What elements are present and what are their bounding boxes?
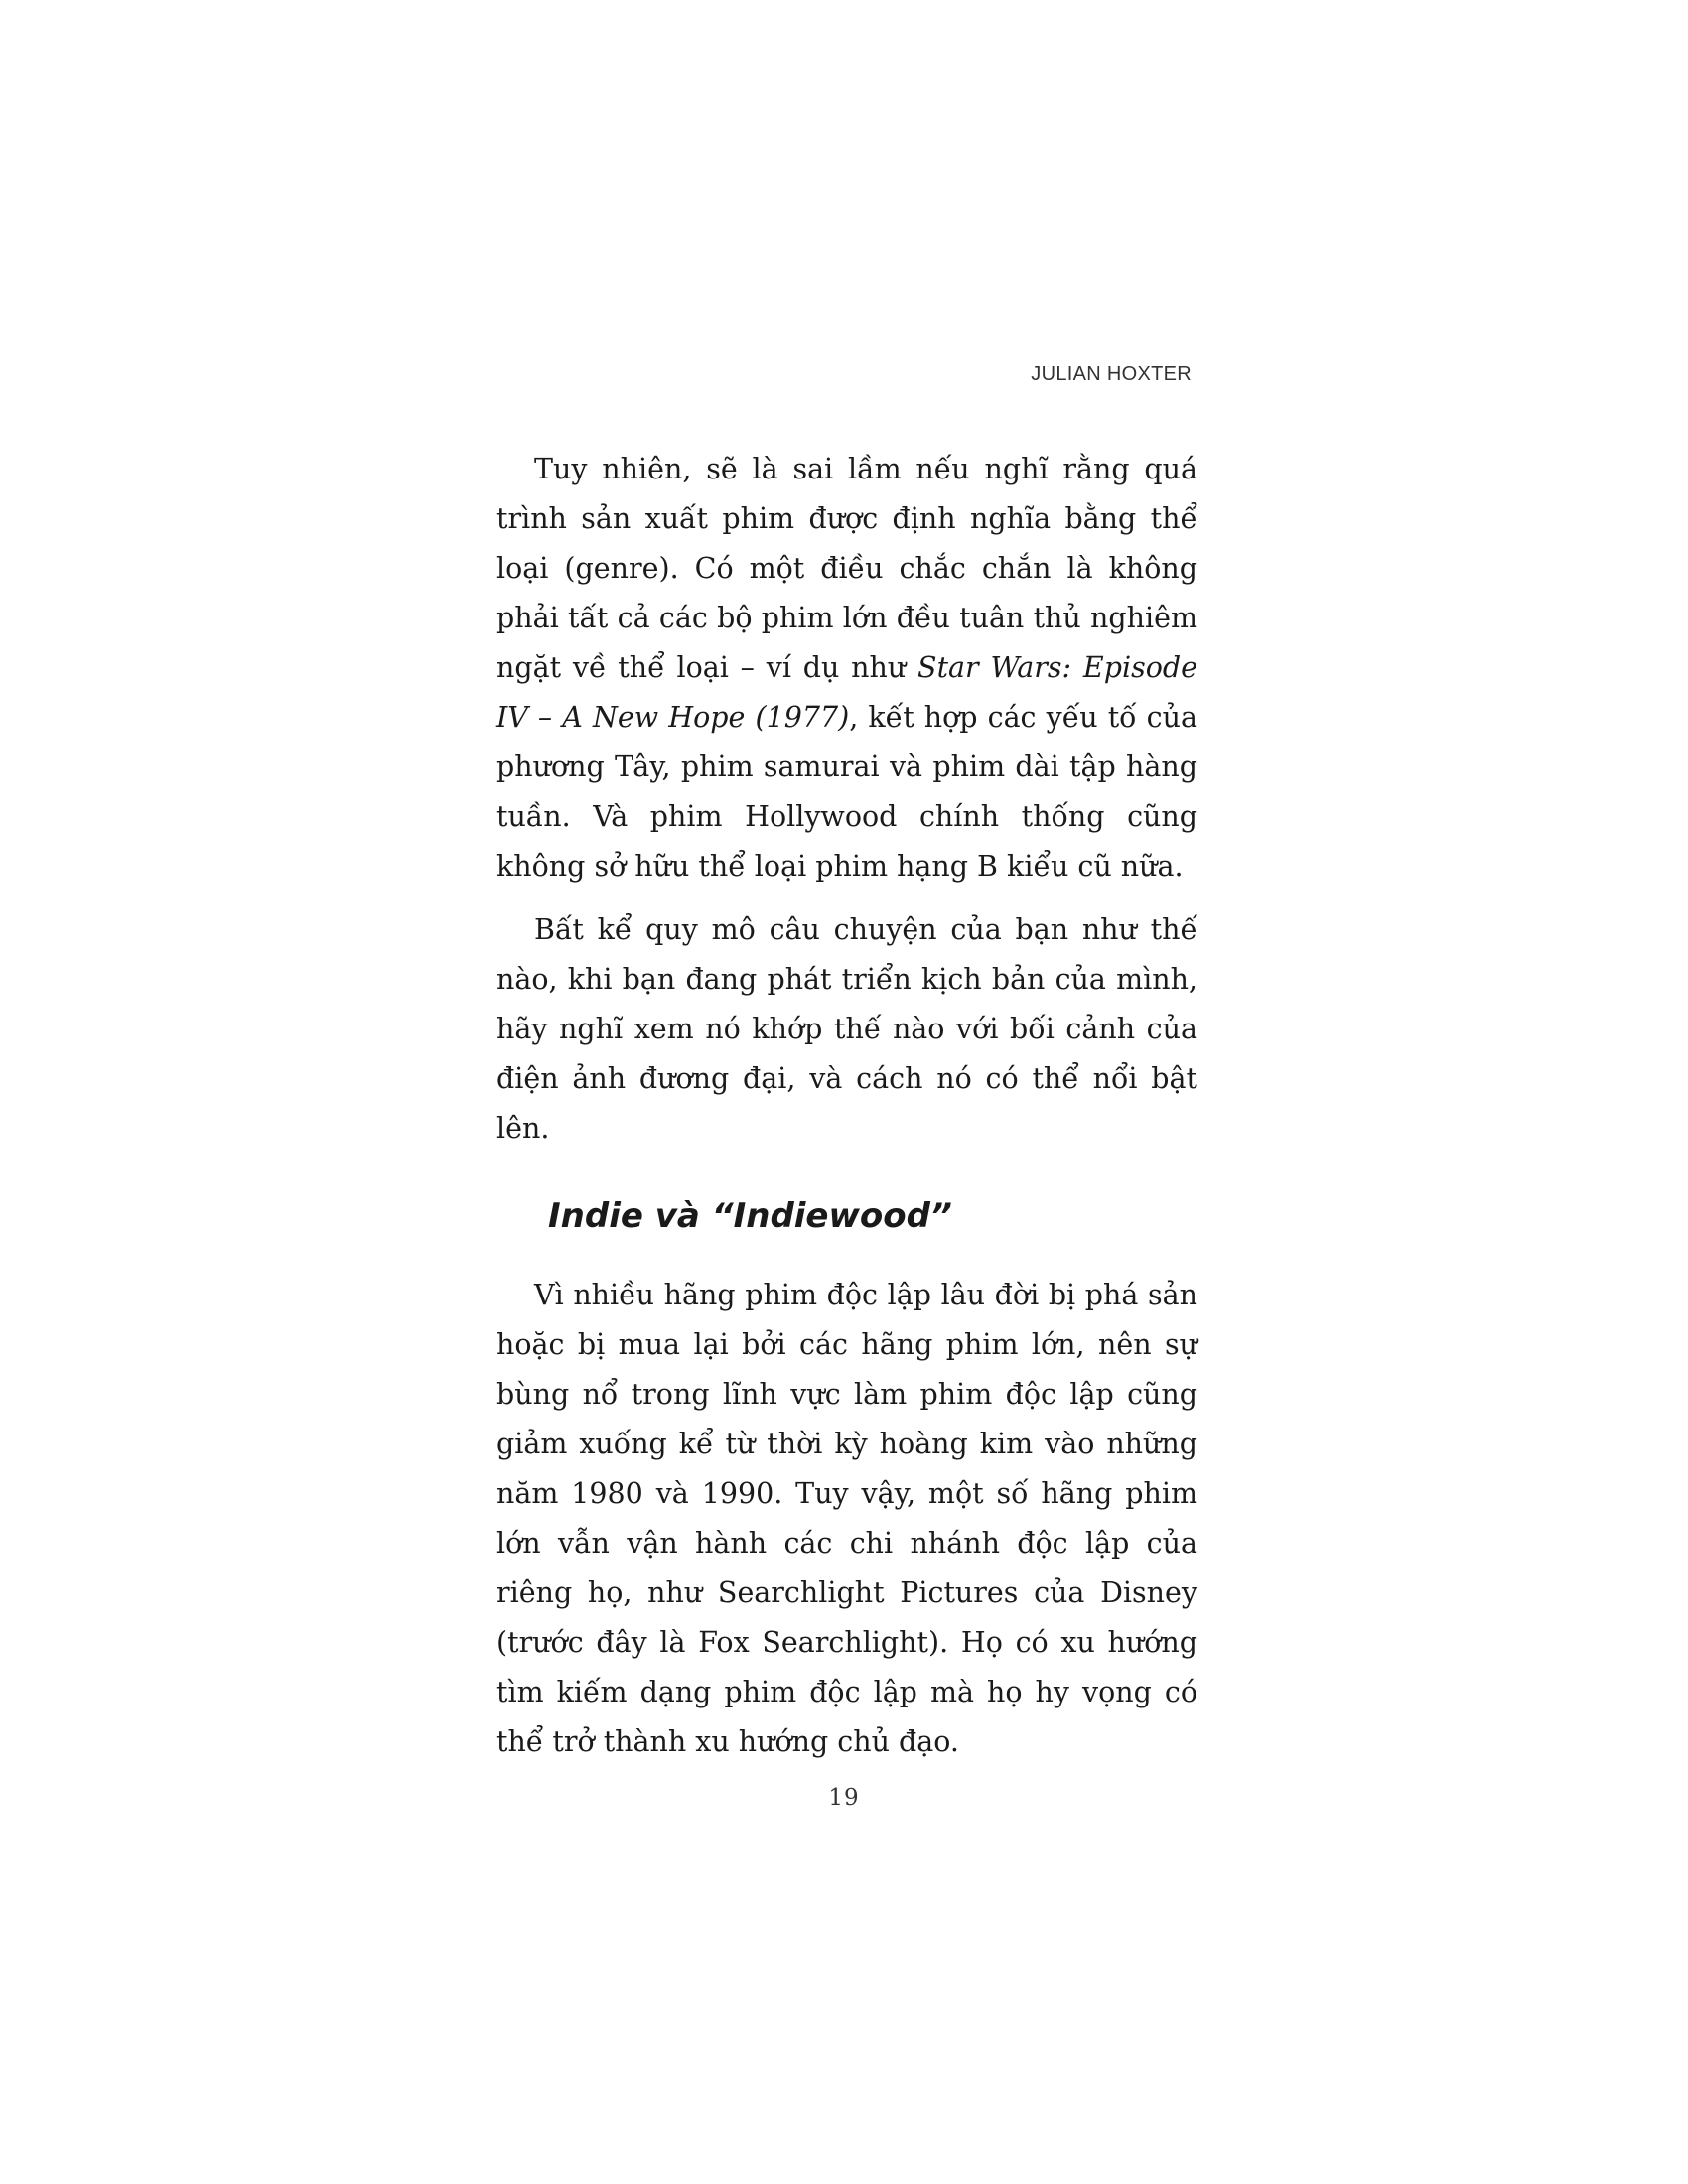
paragraph-2: Bất kể quy mô câu chuyện của bạn như thế nào, khi bạn đang phát triển kịch bản của mình, hãy nghĩ xem nó khớp thế nào với bối cảnh của điện ảnh đương đại, và cách nó có thể nổi bật lên. xyxy=(496,913,1197,1145)
paragraph-1-text-start: Tuy nhiên, sẽ là sai lầm nếu nghĩ rằng quá trình sản xuất phim được định nghĩa bằng thể loại (genre). Có một điều chắc chắn là không phải tất cả các bộ phim lớn đều tuân thủ nghiêm ngặt về thể loại – ví dụ như xyxy=(496,453,1197,684)
film-title-italic: Star Wars: Episode IV – A New Hope (1977) xyxy=(496,651,1197,734)
paragraph-3: Vì nhiều hãng phim độc lập lâu đời bị phá sản hoặc bị mua lại bởi các hãng phim lớn, nên sự bùng nổ trong lĩnh vực làm phim độc lập cũng giảm xuống kể từ thời kỳ hoàng kim vào những năm 1980 và 1990. Tuy vậy, một số hãng phim lớn vẫn vận hành các chi nhánh độc lập của riêng họ, như Searchlight Pictures của Disney (trước đây là Fox Searchlight). Họ có xu hướng tìm kiếm dạng phim độc lập mà họ hy vọng có thể trở thành xu hướng chủ đạo. xyxy=(496,1279,1197,1758)
paragraph-1 xyxy=(496,445,1197,891)
section-heading: Indie và “Indiewood” xyxy=(548,1196,952,1236)
page-number: 19 xyxy=(828,1785,860,1811)
body-text xyxy=(496,445,1197,1767)
paragraph-1-text-end: , kết hợp các yếu tố của phương Tây, phim samurai và phim dài tập hàng tuần. Và phim Hollywood chính thống cũng không sở hữu thể loại phim hạng B kiểu cũ nữa. xyxy=(496,701,1197,883)
running-head: JULIAN HOXTER xyxy=(1031,363,1192,385)
